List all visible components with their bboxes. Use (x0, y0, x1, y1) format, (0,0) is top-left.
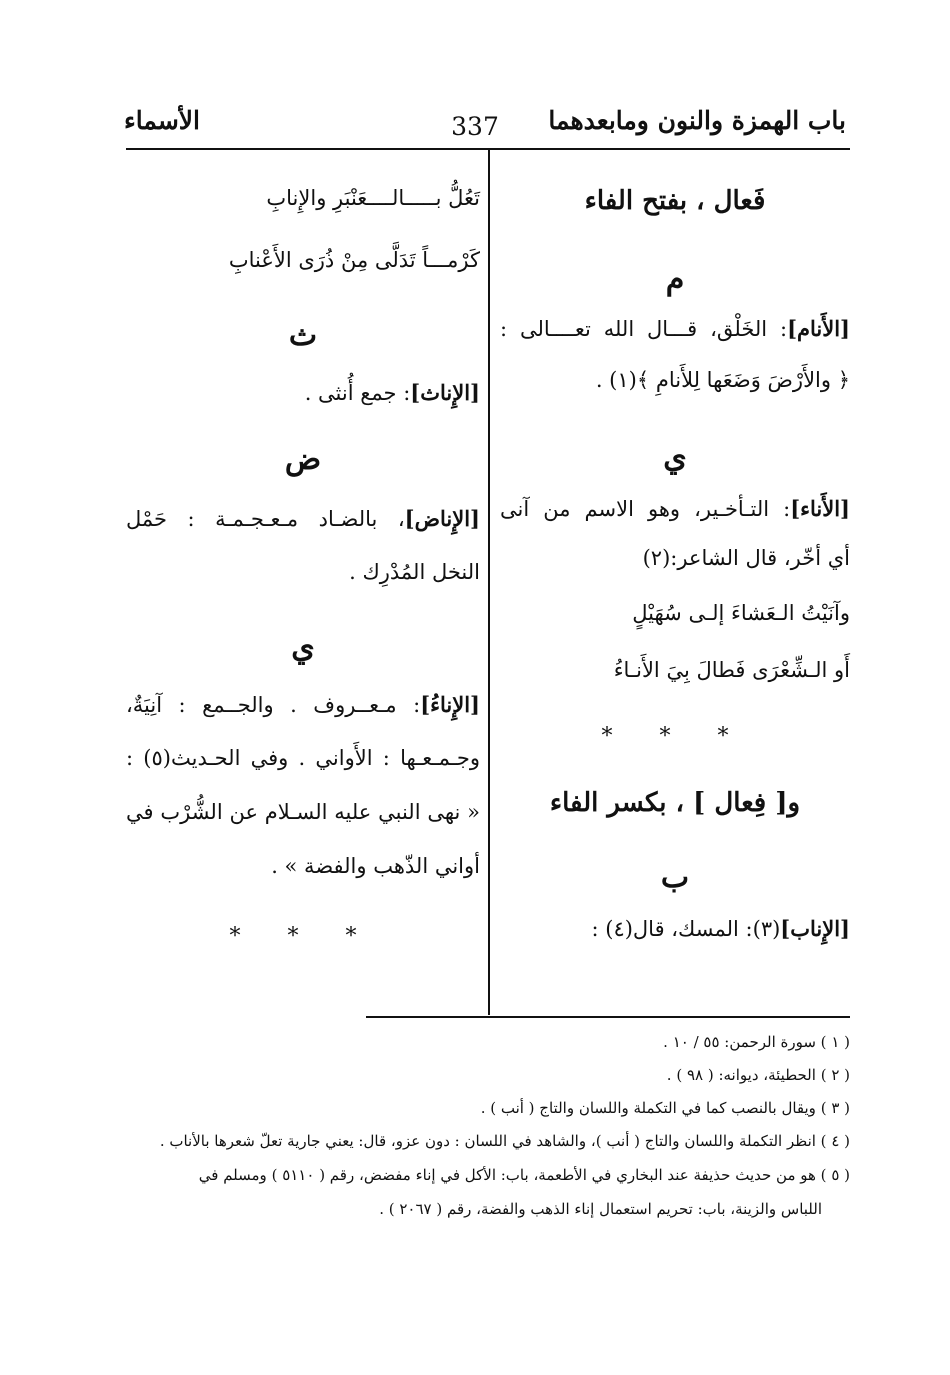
letter-heading-ya: ي (663, 440, 687, 475)
running-head-chapter: باب الهمزة والنون ومابعدهما (548, 106, 846, 135)
entry-al-anam-line2: ﴿ والأَرْضَ وَضَعَها لِلأَنامِ ﴾(١) . (595, 368, 850, 392)
entry-term: [الأَنام] (787, 316, 850, 341)
letter-heading-dad: ض (284, 442, 322, 477)
entry-al-anaa-line2: أي أخّر، قال الشاعر:(٢) (642, 546, 850, 570)
entry-text: ، بالضـاد مـعـجـمـة : حَمْل (126, 507, 405, 531)
verse-line: كَرْمـــاً تَدَلَّى مِنْ ذُرَى الأَعْنابِ (228, 248, 480, 272)
running-head-section: الأسماء (124, 106, 200, 135)
footnote: ( ٥ ) هو من حديث حذيفة عند البخاري في الأطعمة، باب: الأكل في إناء مفضض، رقم ( ٥١١٠ ) ومسلم في (198, 1166, 850, 1184)
section-separator-stars: * * * (229, 924, 377, 949)
entry-term: [الأَناء] (790, 496, 850, 521)
entry-al-inath (126, 382, 480, 404)
entry-term: [الإِناض] (404, 506, 480, 531)
entry-text: (٣): المسك، قال(٤) : (591, 917, 781, 941)
entry-al-inaa-line2: وجـمـعـها : الأَواني . وفي الحـديث(٥) : (126, 746, 480, 770)
footnote: ( ٣ ) ويقال بالنصب كما في التكملة واللسان والتاج ( أنب ) . (480, 1099, 850, 1117)
entry-term: [الإِناث] (410, 380, 480, 405)
entry-text: : التـأخـير، وهو الاسم من آنى (500, 497, 791, 521)
letter-heading-mim: م (665, 262, 685, 297)
letter-heading-ya: ي (291, 630, 315, 665)
verse-line: تَعُلُّ بـــــالــــعَنْبَرِ والإِنابِ (266, 186, 480, 210)
letter-heading-tha: ث (288, 318, 318, 353)
entry-text: : الخَلْق، قـــال الله تعــــالى : (500, 317, 788, 341)
section-separator-stars: * * * (601, 724, 749, 749)
column-divider (488, 150, 490, 1015)
entry-text: : مـعــروف . والجــمع : آنِيَةٌ، (126, 693, 421, 717)
verse-line: أَو الـشِّعْرَى فَطالَ بِيَ الأَنـاءُ (613, 658, 850, 682)
section-heading-fathat: فَعال ، بفتح الفاء (584, 186, 766, 216)
entry-al-inad-line2: النخل المُدْرِك . (349, 560, 480, 584)
footnote: ( ٢ ) الحطيئة، ديوانه: ( ٩٨ ) . (666, 1066, 850, 1084)
entry-al-anaa-line1 (500, 498, 850, 520)
entry-al-inaa-line4: أواني الذّهب والفضة » . (271, 854, 480, 878)
footnote-rule (366, 1016, 850, 1018)
entry-al-inaa-line1 (126, 694, 480, 716)
letter-heading-ba: ب (660, 860, 690, 895)
entry-al-inab (500, 918, 850, 940)
entry-al-inaa-line3: « نهى النبي عليه السـلام عن الشُّرْب في (126, 800, 480, 824)
entry-al-anam-line1 (500, 318, 850, 340)
entry-text: : جمع أُنثى . (304, 381, 411, 405)
footnote: ( ١ ) سورة الرحمن: ٥٥ / ١٠ . (663, 1033, 850, 1051)
section-heading-kasra: و[ فِعال ] ، بكسر الفاء (549, 788, 801, 818)
verse-line: وآنَيْتُ الـعَشاءَ إلـى سُهَيْلٍ (632, 601, 850, 625)
page-number: 337 (451, 112, 499, 141)
footnote: ( ٤ ) انظر التكملة واللسان والتاج ( أنب )، والشاهد في اللسان : دون عزو، قال: يعني جارية تعلّ شعرها بالأناب . (159, 1132, 850, 1150)
entry-term: [الإِناءُ] (420, 692, 480, 717)
entry-al-inad-line1 (126, 508, 480, 530)
entry-term: [الإِناب] (780, 916, 850, 941)
footnote-continuation: اللباس والزينة، باب: تحريم استعمال إناء الذهب والفضة، رقم ( ٢٠٦٧ ) . (379, 1200, 822, 1218)
